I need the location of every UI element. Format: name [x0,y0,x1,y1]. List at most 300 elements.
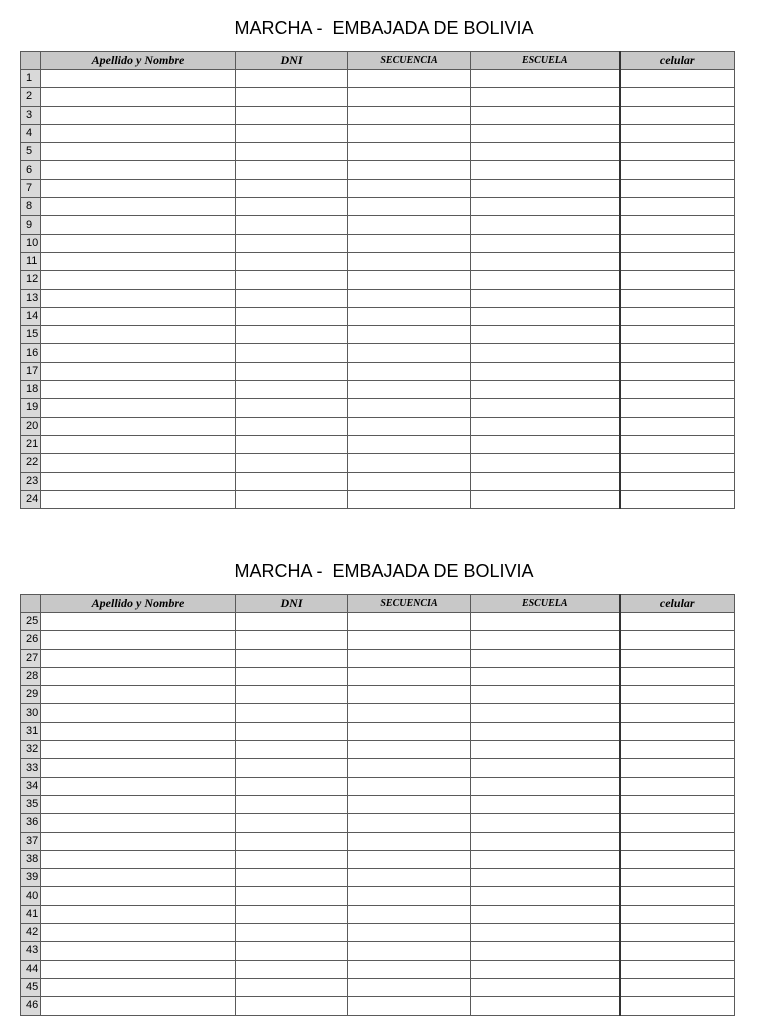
column-header-secuencia: SECUENCIA [348,595,471,613]
secuencia-cell[interactable] [348,124,471,142]
celular-cell[interactable] [620,234,735,252]
escuela-cell[interactable] [471,454,620,472]
dni-cell[interactable] [236,741,348,759]
table-header-row [21,52,735,70]
escuela-cell[interactable] [471,435,620,453]
secuencia-cell[interactable] [348,905,471,923]
escuela-cell[interactable] [471,759,620,777]
secuencia-cell[interactable] [348,722,471,740]
celular-cell[interactable] [620,344,735,362]
name-cell[interactable] [41,490,236,508]
name-cell[interactable] [41,381,236,399]
column-header-escuela: ESCUELA [471,595,620,613]
table-row [21,887,735,905]
escuela-cell[interactable] [471,88,620,106]
column-header-name: Apellido y Nombre [41,595,236,613]
secuencia-cell[interactable] [348,832,471,850]
table-row [21,399,735,417]
secuencia-cell[interactable] [348,814,471,832]
dni-cell[interactable] [236,960,348,978]
escuela-cell[interactable] [471,924,620,942]
dni-cell[interactable] [236,417,348,435]
row-number: 20 [21,417,41,435]
escuela-cell[interactable] [471,649,620,667]
escuela-cell[interactable] [471,344,620,362]
celular-cell[interactable] [620,490,735,508]
celular-cell[interactable] [620,88,735,106]
escuela-cell[interactable] [471,70,620,88]
dni-cell[interactable] [236,850,348,868]
escuela-cell[interactable] [471,997,620,1015]
secuencia-cell[interactable] [348,417,471,435]
name-cell[interactable] [41,667,236,685]
secuencia-cell[interactable] [348,490,471,508]
escuela-cell[interactable] [471,124,620,142]
celular-cell[interactable] [620,832,735,850]
secuencia-cell[interactable] [348,344,471,362]
dni-cell[interactable] [236,271,348,289]
celular-cell[interactable] [620,271,735,289]
celular-cell[interactable] [620,905,735,923]
secuencia-cell[interactable] [348,289,471,307]
name-cell[interactable] [41,435,236,453]
celular-cell[interactable] [620,869,735,887]
celular-cell[interactable] [620,686,735,704]
name-cell[interactable] [41,649,236,667]
table-row [21,613,735,631]
dni-cell[interactable] [236,704,348,722]
secuencia-cell[interactable] [348,869,471,887]
escuela-cell[interactable] [471,417,620,435]
escuela-cell[interactable] [471,381,620,399]
table-body [21,70,735,509]
secuencia-cell[interactable] [348,198,471,216]
secuencia-cell[interactable] [348,143,471,161]
name-cell[interactable] [41,613,236,631]
secuencia-cell[interactable] [348,472,471,490]
dni-cell[interactable] [236,997,348,1015]
secuencia-cell[interactable] [348,649,471,667]
row-number: 21 [21,435,41,453]
table-row [21,234,735,252]
dni-cell[interactable] [236,832,348,850]
row-number: 27 [21,649,41,667]
dni-cell[interactable] [236,942,348,960]
row-number: 4 [21,124,41,142]
secuencia-cell[interactable] [348,924,471,942]
row-number: 38 [21,850,41,868]
name-cell[interactable] [41,741,236,759]
table-row [21,942,735,960]
table-row [21,997,735,1015]
celular-cell[interactable] [620,307,735,325]
secuencia-cell[interactable] [348,759,471,777]
secuencia-cell[interactable] [348,106,471,124]
secuencia-cell[interactable] [348,978,471,996]
dni-cell[interactable] [236,686,348,704]
name-cell[interactable] [41,978,236,996]
secuencia-cell[interactable] [348,435,471,453]
escuela-cell[interactable] [471,722,620,740]
dni-cell[interactable] [236,978,348,996]
name-cell[interactable] [41,344,236,362]
name-cell[interactable] [41,124,236,142]
secuencia-cell[interactable] [348,252,471,270]
name-cell[interactable] [41,454,236,472]
celular-cell[interactable] [620,759,735,777]
secuencia-cell[interactable] [348,667,471,685]
name-cell[interactable] [41,106,236,124]
table-row [21,289,735,307]
table-row [21,472,735,490]
escuela-cell[interactable] [471,686,620,704]
escuela-cell[interactable] [471,905,620,923]
dni-cell[interactable] [236,179,348,197]
name-cell[interactable] [41,179,236,197]
name-cell[interactable] [41,307,236,325]
name-cell[interactable] [41,362,236,380]
sheet-title: MARCHA - EMBAJADA DE BOLIVIA [234,561,534,581]
dni-cell[interactable] [236,216,348,234]
celular-cell[interactable] [620,613,735,631]
name-cell[interactable] [41,924,236,942]
escuela-cell[interactable] [471,887,620,905]
dni-cell[interactable] [236,326,348,344]
table-row [21,759,735,777]
row-number: 15 [21,326,41,344]
row-number: 45 [21,978,41,996]
table-row [21,435,735,453]
name-cell[interactable] [41,777,236,795]
escuela-cell[interactable] [471,289,620,307]
name-cell[interactable] [41,88,236,106]
row-number: 17 [21,362,41,380]
dni-cell[interactable] [236,399,348,417]
secuencia-cell[interactable] [348,271,471,289]
escuela-cell[interactable] [471,252,620,270]
name-cell[interactable] [41,795,236,813]
row-number: 41 [21,905,41,923]
dni-cell[interactable] [236,905,348,923]
dni-cell[interactable] [236,143,348,161]
escuela-cell[interactable] [471,850,620,868]
celular-cell[interactable] [620,70,735,88]
table-row [21,704,735,722]
name-cell[interactable] [41,905,236,923]
escuela-cell[interactable] [471,777,620,795]
name-cell[interactable] [41,722,236,740]
secuencia-cell[interactable] [348,686,471,704]
celular-cell[interactable] [620,704,735,722]
table-row [21,271,735,289]
row-number: 5 [21,143,41,161]
column-header-celular: celular [620,52,735,70]
secuencia-cell[interactable] [348,454,471,472]
celular-cell[interactable] [620,143,735,161]
escuela-cell[interactable] [471,216,620,234]
celular-cell[interactable] [620,795,735,813]
escuela-cell[interactable] [471,631,620,649]
celular-cell[interactable] [620,741,735,759]
name-cell[interactable] [41,326,236,344]
row-number: 40 [21,887,41,905]
escuela-cell[interactable] [471,106,620,124]
secuencia-cell[interactable] [348,704,471,722]
dni-cell[interactable] [236,88,348,106]
table-row [21,850,735,868]
celular-cell[interactable] [620,978,735,996]
celular-cell[interactable] [620,435,735,453]
celular-cell[interactable] [620,887,735,905]
dni-cell[interactable] [236,252,348,270]
name-cell[interactable] [41,472,236,490]
name-cell[interactable] [41,70,236,88]
escuela-cell[interactable] [471,307,620,325]
name-cell[interactable] [41,399,236,417]
secuencia-cell[interactable] [348,887,471,905]
secuencia-cell[interactable] [348,234,471,252]
dni-cell[interactable] [236,887,348,905]
row-number: 13 [21,289,41,307]
dni-cell[interactable] [236,381,348,399]
column-header-name: Apellido y Nombre [41,52,236,70]
row-number: 46 [21,997,41,1015]
celular-cell[interactable] [620,326,735,344]
dni-cell[interactable] [236,234,348,252]
escuela-cell[interactable] [471,814,620,832]
celular-cell[interactable] [620,179,735,197]
column-header-celular: celular [620,595,735,613]
row-number: 31 [21,722,41,740]
dni-cell[interactable] [236,924,348,942]
row-number: 24 [21,490,41,508]
row-number: 1 [21,70,41,88]
escuela-cell[interactable] [471,704,620,722]
name-cell[interactable] [41,686,236,704]
secuencia-cell[interactable] [348,179,471,197]
escuela-cell[interactable] [471,667,620,685]
celular-cell[interactable] [620,997,735,1015]
secuencia-cell[interactable] [348,326,471,344]
row-number: 11 [21,252,41,270]
dni-cell[interactable] [236,631,348,649]
row-number: 10 [21,234,41,252]
escuela-cell[interactable] [471,198,620,216]
secuencia-cell[interactable] [348,960,471,978]
row-number: 39 [21,869,41,887]
secuencia-cell[interactable] [348,381,471,399]
escuela-cell[interactable] [471,179,620,197]
celular-cell[interactable] [620,106,735,124]
dni-cell[interactable] [236,777,348,795]
escuela-cell[interactable] [471,362,620,380]
table-row [21,905,735,923]
name-cell[interactable] [41,631,236,649]
row-number: 44 [21,960,41,978]
escuela-cell[interactable] [471,326,620,344]
escuela-cell[interactable] [471,942,620,960]
celular-cell[interactable] [620,850,735,868]
dni-cell[interactable] [236,161,348,179]
celular-cell[interactable] [620,362,735,380]
secuencia-cell[interactable] [348,942,471,960]
row-number: 2 [21,88,41,106]
celular-cell[interactable] [620,381,735,399]
dni-cell[interactable] [236,722,348,740]
escuela-cell[interactable] [471,613,620,631]
celular-cell[interactable] [620,124,735,142]
escuela-cell[interactable] [471,795,620,813]
escuela-cell[interactable] [471,161,620,179]
row-number: 12 [21,271,41,289]
dni-cell[interactable] [236,454,348,472]
table-row [21,143,735,161]
celular-cell[interactable] [620,216,735,234]
secuencia-cell[interactable] [348,777,471,795]
name-cell[interactable] [41,869,236,887]
column-header-dni: DNI [236,595,348,613]
row-number: 42 [21,924,41,942]
celular-cell[interactable] [620,667,735,685]
dni-cell[interactable] [236,435,348,453]
dni-cell[interactable] [236,490,348,508]
name-cell[interactable] [41,234,236,252]
dni-cell[interactable] [236,869,348,887]
secuencia-cell[interactable] [348,795,471,813]
table-row [21,777,735,795]
row-number: 6 [21,161,41,179]
secuencia-cell[interactable] [348,997,471,1015]
name-cell[interactable] [41,759,236,777]
name-cell[interactable] [41,704,236,722]
column-header-secuencia: SECUENCIA [348,52,471,70]
row-number: 33 [21,759,41,777]
row-number: 43 [21,942,41,960]
row-number: 19 [21,399,41,417]
dni-cell[interactable] [236,795,348,813]
celular-cell[interactable] [620,960,735,978]
dni-cell[interactable] [236,289,348,307]
escuela-cell[interactable] [471,399,620,417]
celular-cell[interactable] [620,198,735,216]
celular-cell[interactable] [620,417,735,435]
name-cell[interactable] [41,417,236,435]
row-number: 16 [21,344,41,362]
escuela-cell[interactable] [471,960,620,978]
attendance-table [20,51,735,509]
secuencia-cell[interactable] [348,613,471,631]
name-cell[interactable] [41,198,236,216]
table-row [21,70,735,88]
dni-cell[interactable] [236,759,348,777]
table-row [21,924,735,942]
name-cell[interactable] [41,271,236,289]
secuencia-cell[interactable] [348,850,471,868]
celular-cell[interactable] [620,289,735,307]
sheet-title: MARCHA - EMBAJADA DE BOLIVIA [234,18,534,38]
celular-cell[interactable] [620,924,735,942]
name-cell[interactable] [41,252,236,270]
name-cell[interactable] [41,143,236,161]
celular-cell[interactable] [620,454,735,472]
name-cell[interactable] [41,289,236,307]
name-cell[interactable] [41,161,236,179]
celular-cell[interactable] [620,399,735,417]
dni-cell[interactable] [236,814,348,832]
table-row [21,454,735,472]
secuencia-cell[interactable] [348,741,471,759]
secuencia-cell[interactable] [348,631,471,649]
celular-cell[interactable] [620,649,735,667]
celular-cell[interactable] [620,722,735,740]
secuencia-cell[interactable] [348,70,471,88]
secuencia-cell[interactable] [348,362,471,380]
row-number: 14 [21,307,41,325]
celular-cell[interactable] [620,942,735,960]
celular-cell[interactable] [620,472,735,490]
name-cell[interactable] [41,997,236,1015]
escuela-cell[interactable] [471,234,620,252]
dni-cell[interactable] [236,472,348,490]
row-number: 22 [21,454,41,472]
name-cell[interactable] [41,960,236,978]
escuela-cell[interactable] [471,143,620,161]
table-row [21,198,735,216]
dni-cell[interactable] [236,124,348,142]
table-row [21,667,735,685]
escuela-cell[interactable] [471,832,620,850]
escuela-cell[interactable] [471,869,620,887]
secuencia-cell[interactable] [348,88,471,106]
celular-cell[interactable] [620,252,735,270]
dni-cell[interactable] [236,649,348,667]
secuencia-cell[interactable] [348,161,471,179]
secuencia-cell[interactable] [348,399,471,417]
celular-cell[interactable] [620,814,735,832]
table-row [21,649,735,667]
name-cell[interactable] [41,942,236,960]
table-row [21,307,735,325]
table-header-row [21,595,735,613]
secuencia-cell[interactable] [348,307,471,325]
table-row [21,960,735,978]
name-cell[interactable] [41,814,236,832]
escuela-cell[interactable] [471,472,620,490]
dni-cell[interactable] [236,667,348,685]
celular-cell[interactable] [620,777,735,795]
celular-cell[interactable] [620,161,735,179]
name-cell[interactable] [41,887,236,905]
celular-cell[interactable] [620,631,735,649]
name-cell[interactable] [41,216,236,234]
escuela-cell[interactable] [471,271,620,289]
secuencia-cell[interactable] [348,216,471,234]
dni-cell[interactable] [236,106,348,124]
name-cell[interactable] [41,850,236,868]
escuela-cell[interactable] [471,978,620,996]
dni-cell[interactable] [236,613,348,631]
dni-cell[interactable] [236,307,348,325]
name-cell[interactable] [41,832,236,850]
dni-cell[interactable] [236,198,348,216]
escuela-cell[interactable] [471,490,620,508]
dni-cell[interactable] [236,344,348,362]
table-row [21,722,735,740]
dni-cell[interactable] [236,70,348,88]
escuela-cell[interactable] [471,741,620,759]
row-number: 8 [21,198,41,216]
dni-cell[interactable] [236,362,348,380]
